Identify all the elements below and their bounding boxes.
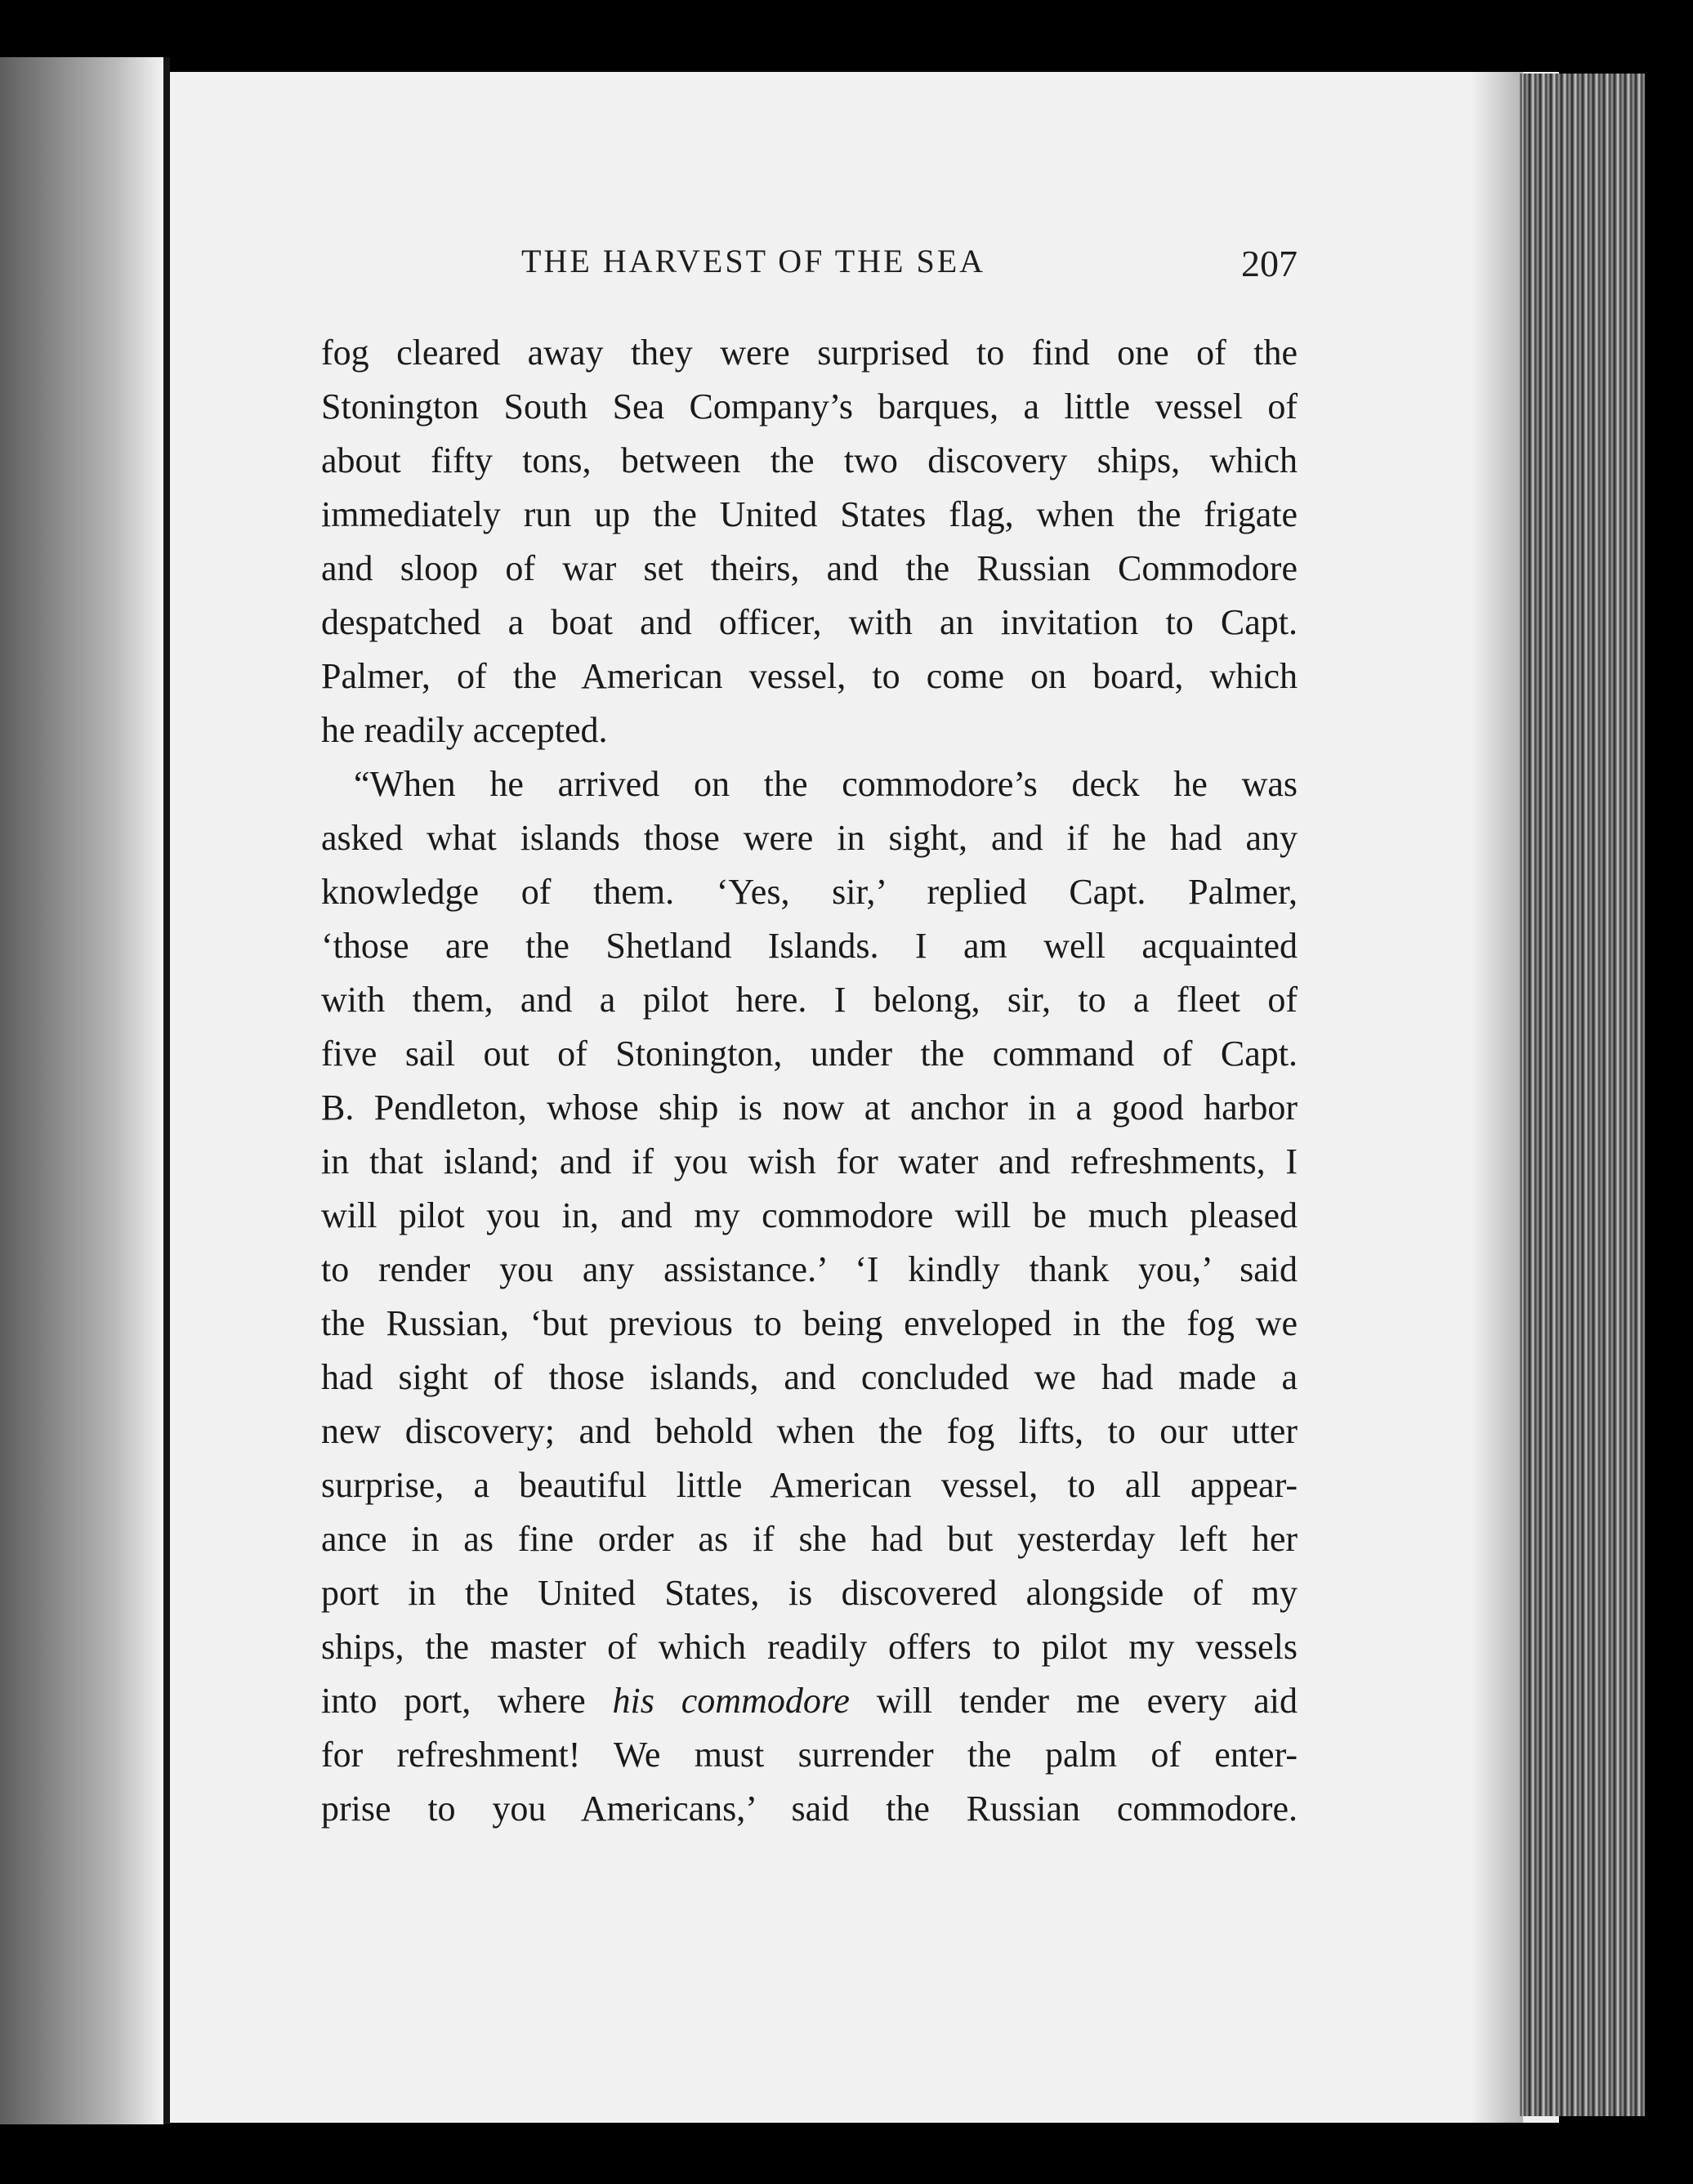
text-line: had sight of those islands, and concluded we had made a xyxy=(321,1357,1298,1397)
body-text xyxy=(321,326,1298,1836)
text-line-with-emphasis xyxy=(321,1674,1298,1728)
running-head-title: THE HARVEST OF THE SEA xyxy=(521,243,986,279)
text-line: despatched a boat and officer, with an invitation to Capt. xyxy=(321,602,1298,642)
text-line: and sloop of war set theirs, and the Russian Commodore xyxy=(321,548,1298,588)
text-line: ‘those are the Shetland Islands. I am well acquainted xyxy=(321,926,1298,966)
text-line: the Russian, ‘but previous to being enveloped in the fog we xyxy=(321,1303,1298,1343)
running-head xyxy=(321,242,1298,291)
text-segment: will tender me every aid xyxy=(849,1681,1298,1721)
text-line: knowledge of them. ‘Yes, sir,’ replied Capt. Palmer, xyxy=(321,872,1298,912)
page-number: 207 xyxy=(1241,243,1298,284)
text-line: port in the United States, is discovered alongside of my xyxy=(321,1573,1298,1613)
text-line: about fifty tons, between the two discovery ships, which xyxy=(321,440,1298,480)
text-line: ance in as fine order as if she had but yesterday left her xyxy=(321,1519,1298,1559)
text-line: five sail out of Stonington, under the command of Capt. xyxy=(321,1034,1298,1074)
text-line: B. Pendleton, whose ship is now at anchor in a good harbor xyxy=(321,1088,1298,1128)
text-line: for refreshment! We must surrender the palm of enter- xyxy=(321,1735,1298,1775)
text-line: new discovery; and behold when the fog lifts, to our utter xyxy=(321,1411,1298,1451)
text-line: in that island; and if you wish for water and refreshments, I xyxy=(321,1141,1298,1181)
text-line: asked what islands those were in sight, and if he had any xyxy=(321,818,1298,858)
text-line: he readily accepted. xyxy=(321,710,608,750)
text-line: will pilot you in, and my commodore will be much pleased xyxy=(321,1195,1298,1235)
text-line: prise to you Americans,’ said the Russian commodore. xyxy=(321,1789,1298,1829)
text-line: “When he arrived on the commodore’s deck he was xyxy=(354,764,1298,804)
text-line: with them, and a pilot here. I belong, sir, to a fleet of xyxy=(321,980,1298,1020)
left-page-edge xyxy=(0,57,170,2124)
text-line: ships, the master of which readily offers to pilot my vessels xyxy=(321,1627,1298,1667)
text-segment: into port, where xyxy=(321,1681,613,1721)
text-line: to render you any assistance.’ ‘I kindly thank you,’ said xyxy=(321,1249,1298,1289)
page-shadow xyxy=(1471,72,1523,2123)
text-line: surprise, a beautiful little American vessel, to all appear- xyxy=(321,1465,1298,1505)
text-line: immediately run up the United States flag, when the frigate xyxy=(321,494,1298,534)
page-edges xyxy=(1520,74,1645,2116)
text-line: Palmer, of the American vessel, to come on board, which xyxy=(321,656,1298,696)
emphasized-text: his commodore xyxy=(612,1681,850,1721)
text-line: Stonington South Sea Company’s barques, a little vessel of xyxy=(321,386,1298,427)
text-line: fog cleared away they were surprised to find one of the xyxy=(321,333,1298,373)
